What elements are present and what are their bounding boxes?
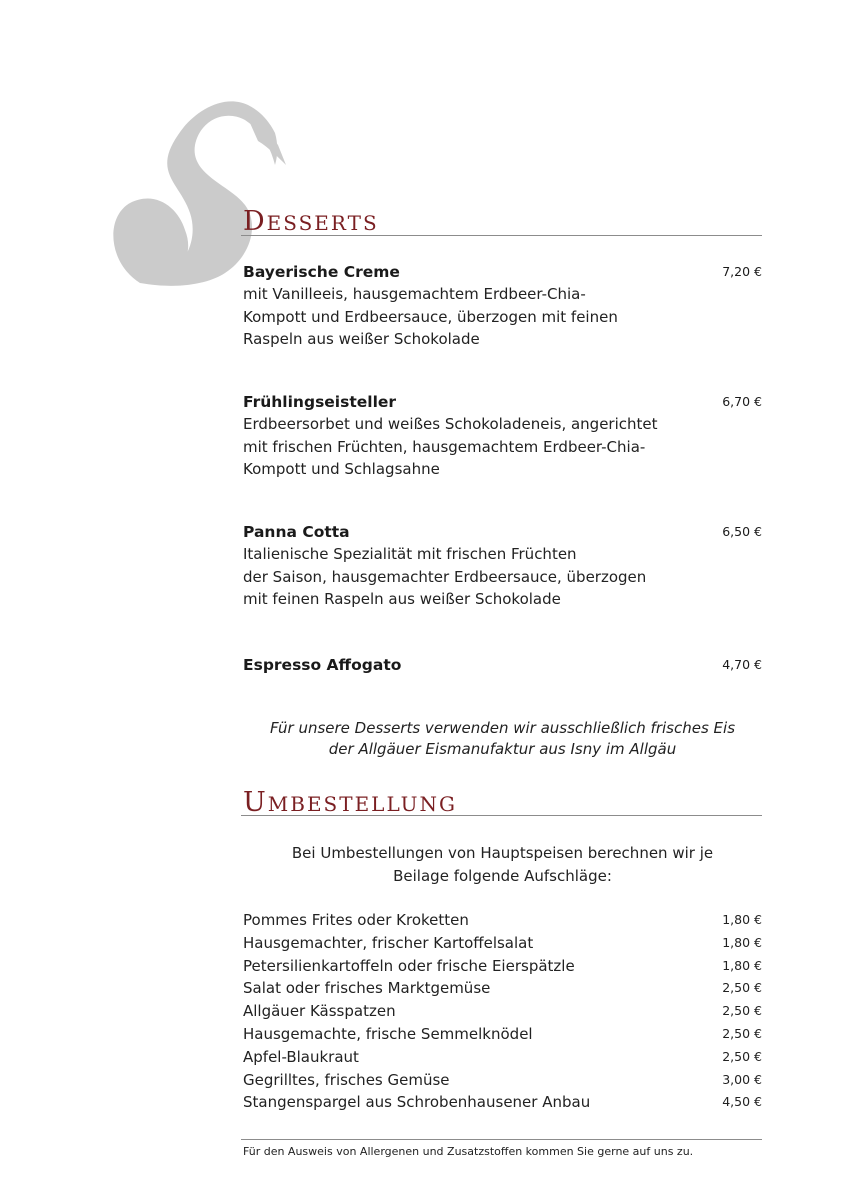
dessert-price: 6,70 € — [722, 394, 762, 409]
desserts-title-rule — [241, 235, 762, 236]
dessert-name: Espresso Affogato — [243, 656, 402, 674]
dessert-item — [243, 261, 762, 351]
desserts-title: DESSERTS — [243, 206, 379, 237]
side-dish-row: Apfel-Blaukraut 2,50 € — [243, 1047, 762, 1066]
dessert-name: Panna Cotta — [243, 523, 350, 541]
side-dish-row: Pommes Frites oder Kroketten 1,80 € — [243, 911, 762, 929]
umbestellung-intro: Bei Umbestellungen von Hauptspeisen berechnen wir je Beilage folgende Aufschläge: — [291, 844, 714, 885]
dessert-description: Erdbeersorbet und weißes Schokoladeneis, angerichtet mit frischen Früchten, hausgemachtem Erdbeer-Chia- Kompott und Schlagsahne — [243, 415, 658, 478]
side-dish-row: Allgäuer Kässpatzen 2,50 € — [243, 1002, 762, 1021]
dessert-item — [243, 654, 762, 676]
dessert-price: 7,20 € — [722, 264, 762, 279]
umbestellung-title-rule — [241, 815, 762, 816]
umbestellung-title: UMBESTELLUNG — [243, 787, 457, 818]
dessert-item — [243, 391, 762, 481]
side-dish-row: Petersilienkartoffeln oder frische Eierspätzle 1,80 € — [243, 956, 762, 975]
dessert-description: mit Vanilleeis, hausgemachtem Erdbeer-Chia- Kompott und Erdbeersauce, überzogen mit feinen Raspeln aus weißer Schokolade — [243, 285, 618, 348]
swan-logo-icon — [100, 85, 300, 290]
side-dish-row: Hausgemachte, frische Semmelknödel 2,50 € — [243, 1024, 762, 1043]
dessert-name: Bayerische Creme — [243, 263, 400, 281]
side-dish-row: Salat oder frisches Marktgemüse 2,50 € — [243, 979, 762, 998]
dessert-item — [243, 521, 762, 611]
side-dish-row: Gegrilltes, frisches Gemüse 3,00 € — [243, 1070, 762, 1089]
dessert-name: Frühlingseisteller — [243, 393, 397, 411]
side-dish-row: Hausgemachter, frischer Kartoffelsalat 1,80 € — [243, 933, 762, 952]
footer-rule — [241, 1139, 762, 1140]
side-dish-row: Stangenspargel aus Schrobenhausener Anbau 4,50 € — [243, 1093, 762, 1112]
dessert-note: Für unsere Desserts verwenden wir ausschließlich frisches Eis der Allgäuer Eismanufaktur aus Isny im Allgäu — [269, 719, 736, 758]
side-dish-list — [243, 909, 762, 1114]
dessert-price: 4,70 € — [722, 657, 762, 672]
allergen-footer: Für den Ausweis von Allergenen und Zusatzstoffen kommen Sie gerne auf uns zu. — [243, 1145, 694, 1158]
dessert-description: Italienische Spezialität mit frischen Früchten der Saison, hausgemachter Erdbeersauce, überzogen mit feinen Raspeln aus weißer Schokolade — [243, 545, 647, 608]
dessert-price: 6,50 € — [722, 524, 762, 539]
